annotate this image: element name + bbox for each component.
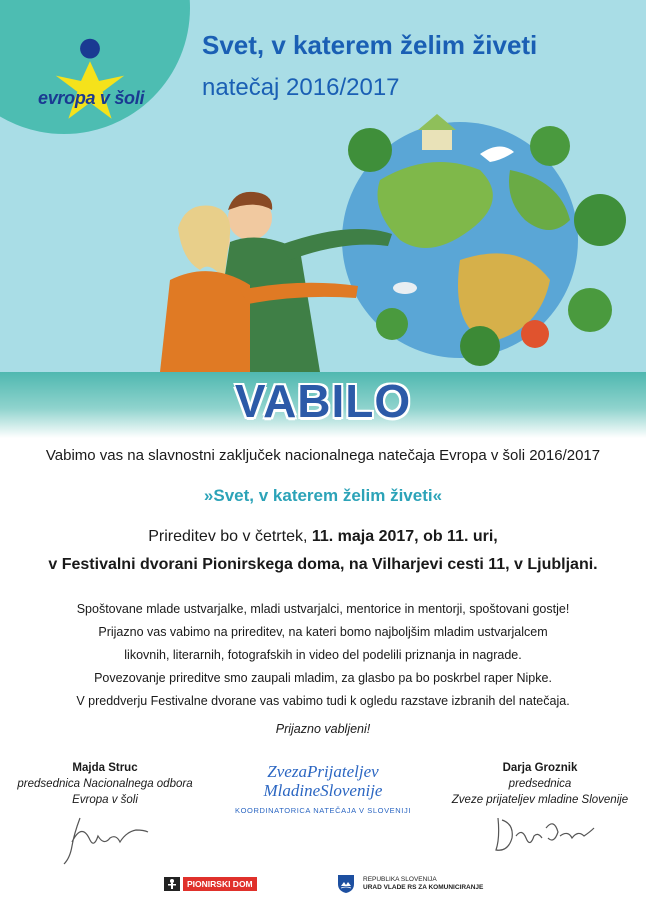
- page-title: Svet, v katerem želim živeti: [202, 30, 538, 60]
- zveza-logo: [228, 762, 418, 815]
- slovenia-shield-icon: [337, 874, 355, 894]
- body-line: Prijazno vas vabimo na prireditev, na kateri bomo najboljšim mladim ustvarjalcem: [98, 625, 548, 639]
- pionirski-icon: [164, 877, 180, 891]
- signer-role: predsednica: [508, 778, 572, 790]
- earth-illustration: [130, 110, 646, 372]
- intro-text: Vabimo vas na slavnostni zaključek nacionalnega natečaja Evropa v šoli 2016/2017: [45, 447, 601, 464]
- motto-text: »Svet, v katerem želim živeti«: [203, 486, 443, 505]
- signer-role: predsednica Nacionalnega odbora: [17, 778, 193, 790]
- event-location: v Festivalni dvorani Pionirskega doma, na Vilharjevi cesti 11, v Ljubljani.: [48, 556, 598, 573]
- body-line: V preddverju Festivalne dvorane vas vabimo tudi k ogledu razstave izbranih del natečaja.: [76, 694, 570, 708]
- invitation-body: [0, 598, 646, 713]
- closing-greeting: Prijazno vabljeni!: [275, 722, 371, 736]
- date-time: 11. maja 2017, ob 11. uri,: [311, 528, 498, 545]
- pionirski-label: PIONIRSKI DOM: [183, 877, 257, 891]
- page-subtitle: natečaj 2016/2017: [202, 74, 400, 101]
- signature-block-right: [440, 760, 640, 808]
- hero-banner: [0, 0, 646, 372]
- star-icon: [45, 36, 135, 126]
- signer-name: Darja Groznik: [502, 762, 578, 774]
- government-logo: [337, 874, 483, 894]
- zveza-caption: KOORDINATORICA NATEČAJA V SLOVENIJI: [234, 806, 412, 815]
- gov-line2: URAD VLADE RS ZA KOMUNICIRANJE: [363, 884, 484, 891]
- pionirski-dom-logo: [164, 877, 257, 891]
- zveza-logo-line2: MladineSlovenije: [263, 781, 383, 800]
- body-line: likovnih, literarnih, fotografskih in video del podelili priznanja in nagrade.: [124, 648, 522, 662]
- signer-role-org: Evropa v šoli: [72, 794, 138, 806]
- logo-text: evropa v šoli: [38, 88, 145, 108]
- signer-role-org: Zveze prijateljev mladine Slovenije: [451, 794, 629, 806]
- handwritten-signature-left: [60, 812, 152, 868]
- invitation-heading: VABILO: [234, 375, 412, 427]
- date-prefix: Prireditev bo v četrtek,: [148, 528, 312, 545]
- body-line: Spoštovane mlade ustvarjalke, mladi ustvarjalci, mentorice in mentorji, spoštovani gostje!: [76, 602, 570, 616]
- zveza-logo-line1: ZvezaPrijateljev: [267, 762, 379, 781]
- handwritten-signature-right: [488, 808, 598, 860]
- signature-block-left: [10, 760, 200, 808]
- event-date: [0, 528, 646, 546]
- gov-line1: REPUBLIKA SLOVENIJA: [363, 876, 437, 883]
- government-text: [363, 876, 483, 892]
- body-line: Povezovanje prireditve smo zaupali mladim, za glasbo pa bo poskrbel raper Nipke.: [94, 671, 552, 685]
- signer-name: Majda Struc: [72, 762, 138, 774]
